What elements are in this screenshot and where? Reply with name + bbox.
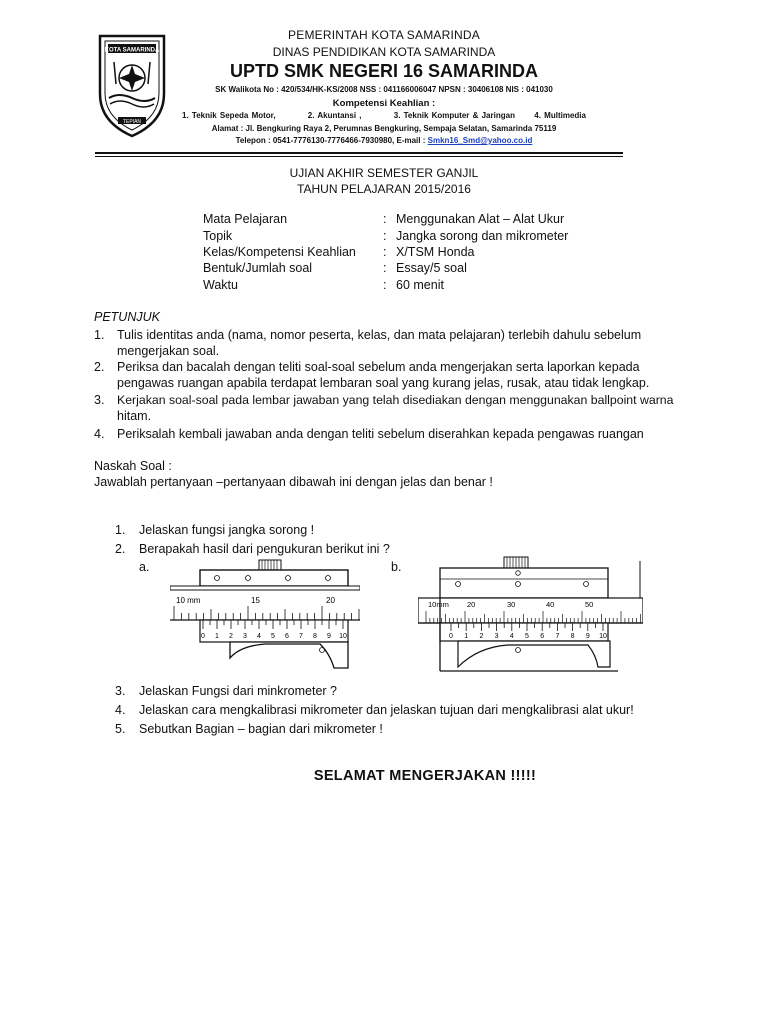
question-text: Berapakah hasil dari pengukuran berikut ini ? [139, 542, 390, 556]
question-text: Jelaskan Fungsi dari minkrometer ? [139, 684, 337, 698]
competency-title: Kompetensi Keahlian : [332, 98, 436, 109]
vernier-tick-label: 3 [243, 633, 247, 640]
list-item: Periksalah kembali jawaban anda dengan teliti sebelum diserahkan kepada pengawas ruangan [117, 427, 644, 441]
meta-colon: : [383, 245, 387, 259]
question-number: 2. [115, 542, 126, 556]
vernier-tick-label: 7 [555, 633, 560, 640]
list-number: 4. [94, 427, 105, 441]
vernier-tick-label: 4 [509, 633, 514, 640]
figure-b-main-tick-50: 50 [585, 600, 594, 609]
vernier-tick-label: 10 [339, 633, 347, 640]
meta-colon: : [383, 212, 387, 226]
vernier-tick-label: 10 [599, 633, 607, 640]
phone-text: Telepon : 0541-7776130-7776466-7930980, E-mail : [235, 136, 426, 145]
meta-colon: : [383, 261, 387, 275]
list-item-cont: hitam. [117, 409, 152, 423]
competency-list: 1. Teknik Sepeda Motor, 2. Akuntansi , 3. Teknik Komputer & Jaringan 4. Multimedia [182, 111, 586, 120]
figure-b-main-tick-20: 20 [467, 600, 476, 609]
meta-label: Kelas/Kompetensi Keahlian [203, 245, 356, 259]
logo-caption-bottom: TEPIAN [122, 119, 142, 125]
vernier-tick-label: 8 [570, 633, 575, 640]
question-text: Jelaskan cara mengkalibrasi mikrometer dan jelaskan tujuan dari mengkalibrasi alat ukur! [139, 703, 634, 717]
figure-a-main-tick-20: 20 [326, 596, 335, 605]
figure-a-caliper [170, 558, 360, 675]
closing-text: SELAMAT MENGERJAKAN !!!!! [313, 768, 537, 784]
question-number: 3. [115, 684, 126, 698]
figure-b-caliper [418, 555, 643, 680]
questions-instruction: Jawablah pertanyaan –pertanyaan dibawah ini dengan jelas dan benar ! [94, 475, 493, 489]
vernier-tick-label: 1 [464, 633, 469, 640]
figure-b-label: b. [391, 560, 402, 574]
meta-label: Mata Pelajaran [203, 212, 288, 226]
meta-value: Jangka sorong dan mikrometer [396, 229, 569, 243]
figure-b-main-tick-30: 30 [507, 600, 516, 609]
list-item: Periksa dan bacalah dengan teliti soal-soal sebelum anda mengerjakan serta laporkan kepada [117, 360, 640, 374]
meta-colon: : [383, 229, 387, 243]
question-number: 4. [115, 703, 126, 717]
figure-a-label: a. [139, 560, 150, 574]
vernier-tick-label: 0 [201, 633, 205, 640]
list-item: Tulis identitas anda (nama, nomor peserta, kelas, dan mata pelajaran) terlebih dahulu sebelum [117, 328, 642, 342]
logo-caption-top: KOTA SAMARINDA [104, 47, 160, 54]
meta-value: 60 menit [396, 278, 444, 292]
instructions-title: PETUNJUK [94, 310, 160, 324]
contact-line [0, 136, 768, 145]
vernier-tick-label: 6 [540, 633, 545, 640]
header-department: DINAS PENDIDIKAN KOTA SAMARINDA [272, 45, 496, 59]
list-number: 2. [94, 360, 105, 374]
list-item-cont: mengerjakan soal. [117, 344, 220, 358]
meta-label: Bentuk/Jumlah soal [203, 261, 313, 275]
address-line: Alamat : Jl. Bengkuring Raya 2, Perumnas Bengkuring, Sempaja Selatan, Samarinda 75119 [211, 124, 557, 133]
vernier-tick-label: 5 [271, 633, 275, 640]
vernier-tick-label: 1 [215, 633, 219, 640]
header-government: PEMERINTAH KOTA SAMARINDA [288, 28, 480, 42]
meta-value: X/TSM Honda [396, 245, 475, 259]
question-text: Sebutkan Bagian – bagian dari mikrometer ! [139, 722, 383, 736]
vernier-tick-label: 7 [299, 633, 303, 640]
vernier-tick-label: 3 [494, 633, 499, 640]
figure-b-unit-label: 10mm [428, 600, 449, 609]
figure-b-main-tick-40: 40 [546, 600, 555, 609]
meta-value: Essay/5 soal [396, 261, 467, 275]
question-number: 5. [115, 722, 126, 736]
vernier-tick-label: 0 [449, 633, 453, 640]
vernier-tick-label: 4 [257, 633, 261, 640]
vernier-tick-label: 2 [479, 633, 484, 640]
questions-title: Naskah Soal : [94, 459, 172, 473]
vernier-tick-label: 9 [327, 633, 331, 640]
exam-year: TAHUN PELAJARAN 2015/2016 [297, 182, 471, 196]
meta-colon: : [383, 278, 387, 292]
list-number: 1. [94, 328, 105, 342]
list-item-cont: pengawas ruangan apabila terdapat lembaran soal yang kurang jelas, rusak, atau tidak lengkap. [117, 376, 650, 390]
vernier-tick-label: 9 [585, 633, 590, 640]
vernier-tick-label: 5 [525, 633, 529, 640]
header-divider-thin [95, 156, 623, 157]
vernier-tick-label: 2 [229, 633, 233, 640]
email-link[interactable]: Smkn16_Smd@yahoo.co.id [427, 136, 533, 145]
question-text: Jelaskan fungsi jangka sorong ! [139, 523, 315, 537]
meta-value: Menggunakan Alat – Alat Ukur [396, 212, 565, 226]
exam-title: UJIAN AKHIR SEMESTER GANJIL [289, 166, 479, 180]
list-number: 3. [94, 393, 105, 407]
header-divider-thick [95, 152, 623, 154]
figure-a-main-tick-15: 15 [251, 596, 260, 605]
meta-label: Topik [203, 229, 233, 243]
meta-label: Waktu [203, 278, 238, 292]
vernier-tick-label: 8 [313, 633, 317, 640]
list-item: Kerjakan soal-soal pada lembar jawaban yang telah disediakan dengan menggunakan ballpoint warna [117, 393, 674, 407]
question-number: 1. [115, 523, 126, 537]
decree-line: SK Walikota No : 420/534/HK-KS/2008 NSS : 041166006047 NPSN : 30406108 NIS : 041030 [215, 85, 553, 94]
figure-a-unit-label: 10 mm [176, 596, 201, 605]
vernier-tick-label: 6 [285, 633, 289, 640]
school-name: UPTD SMK NEGERI 16 SAMARINDA [229, 61, 539, 81]
